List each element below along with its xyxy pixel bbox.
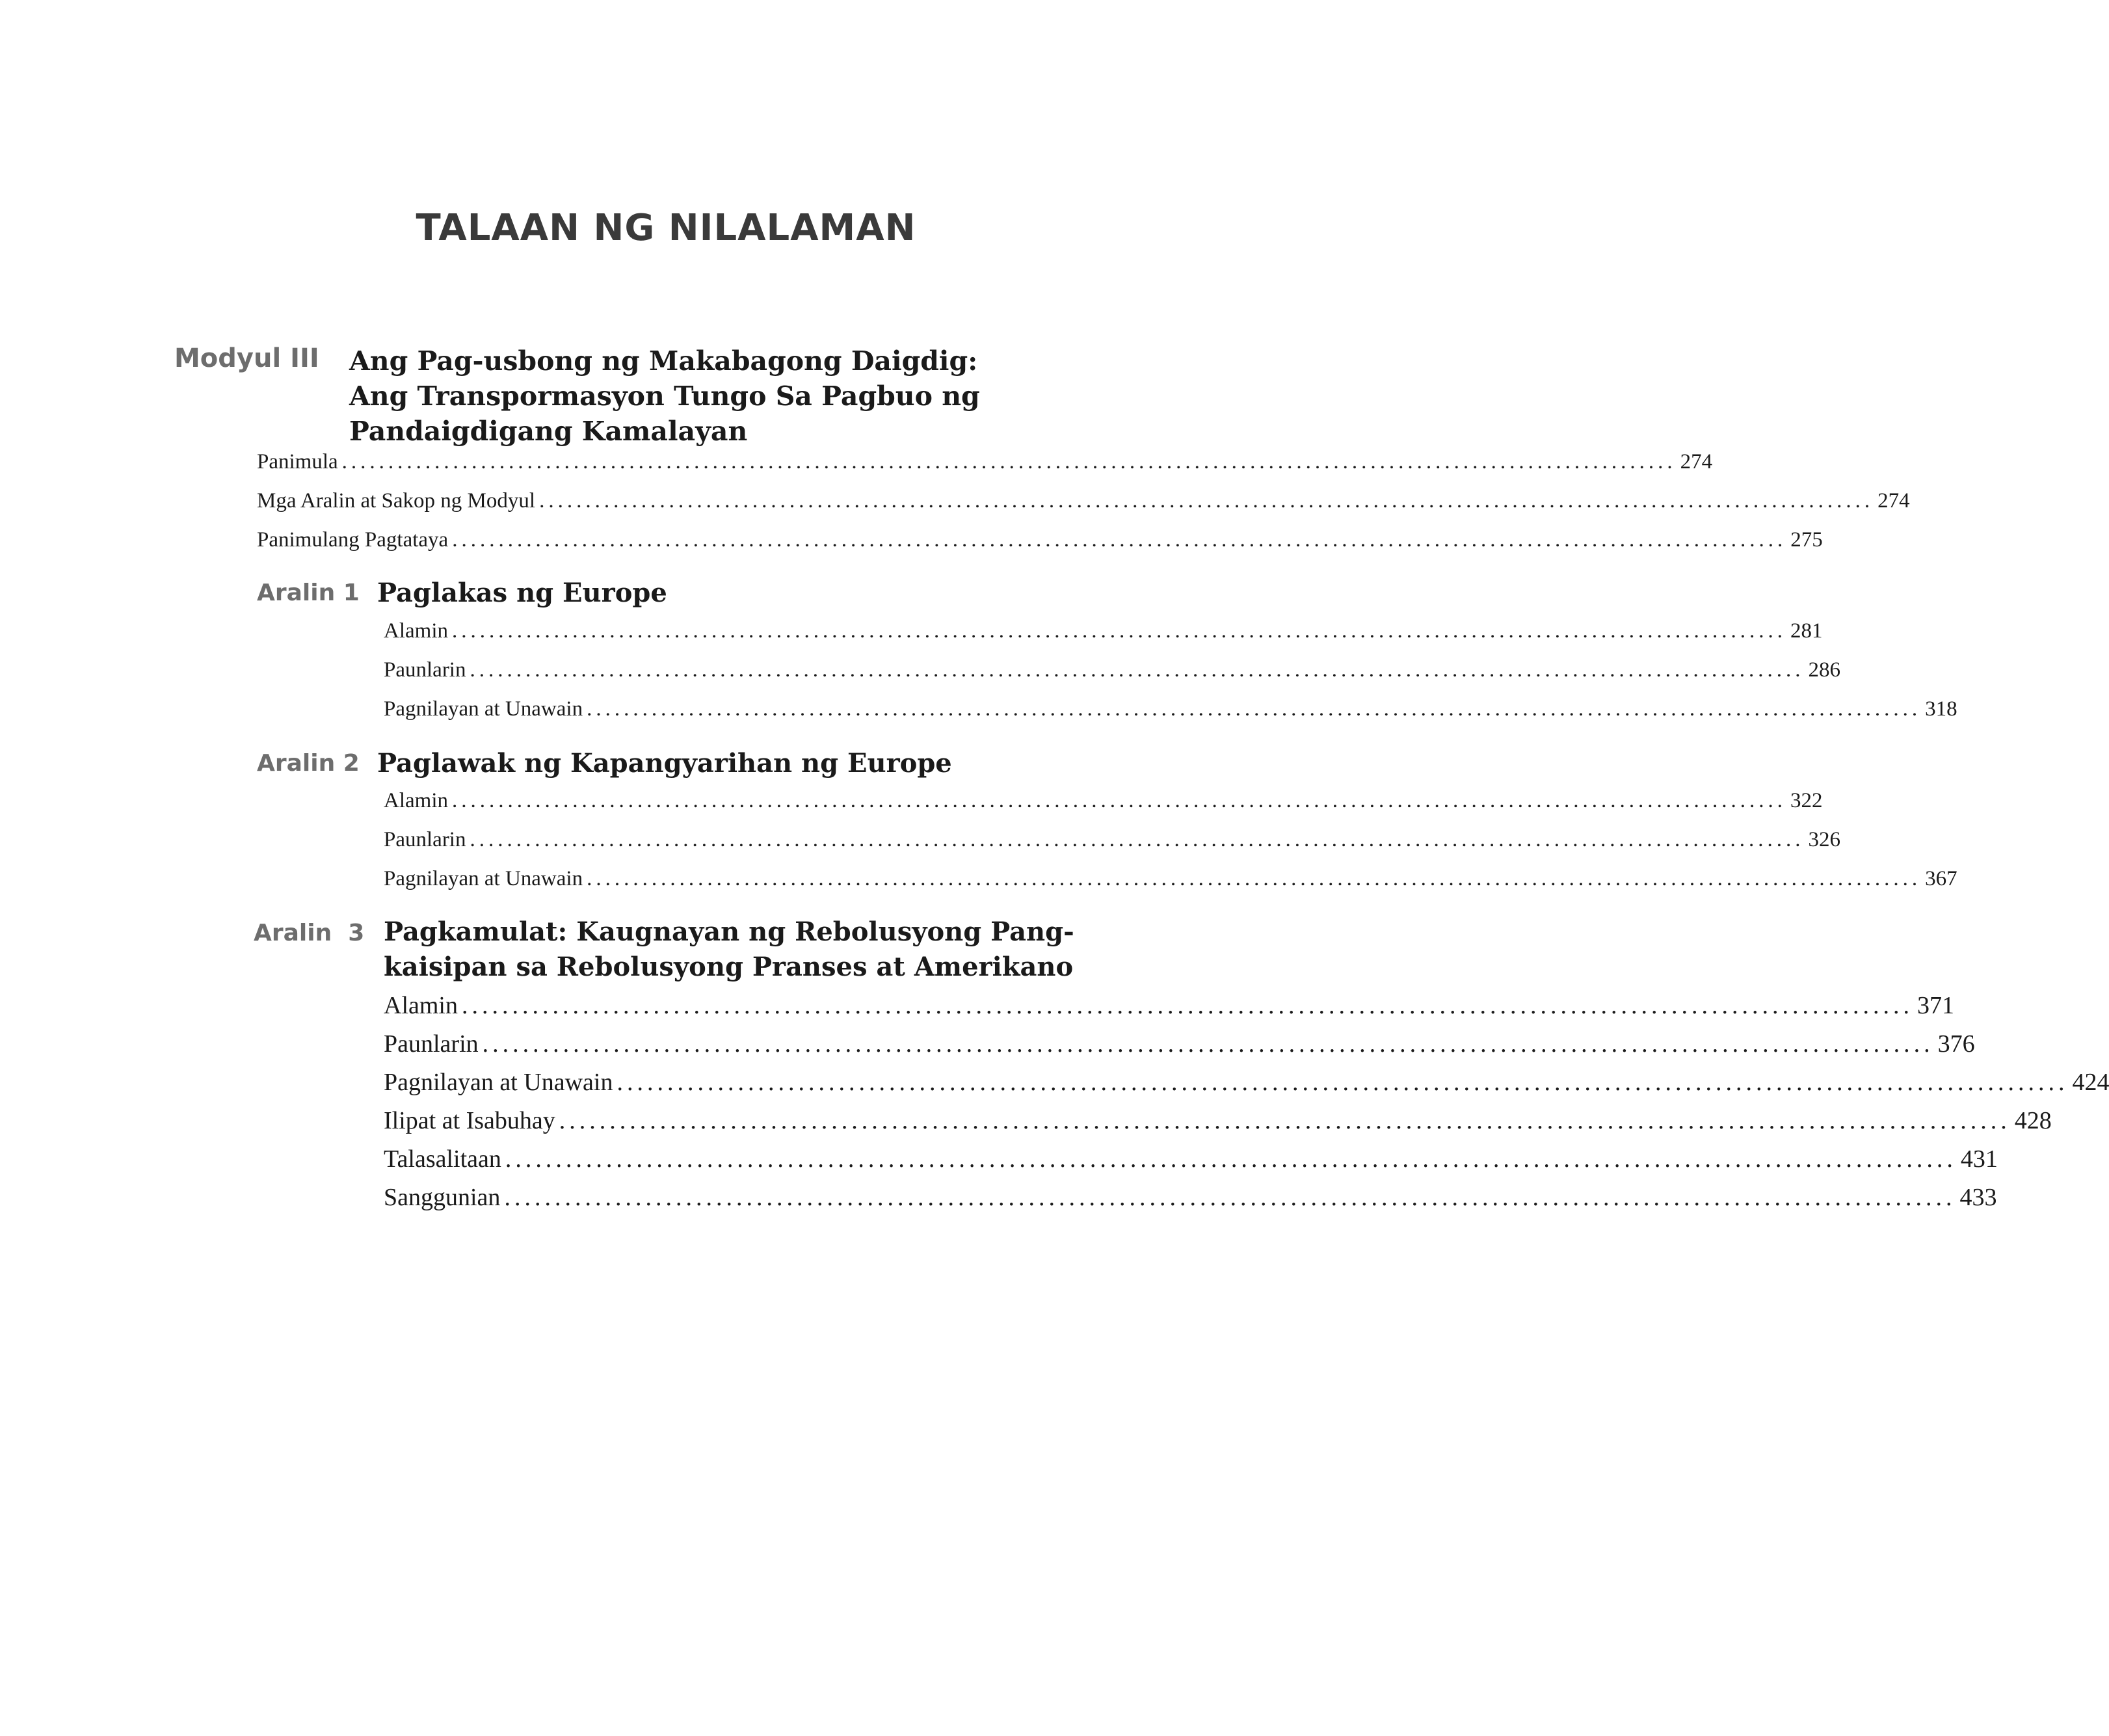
toc-entry-label: Pagnilayan at Unawain: [384, 697, 583, 721]
toc-entry-lesson-3-alamin[interactable]: [384, 991, 1954, 1020]
toc-entry-lesson-3-ilipat[interactable]: [384, 1106, 2052, 1135]
toc-entry-mga-aralin[interactable]: [257, 489, 1910, 513]
dot-leader: ................................................................................................................................................: [341, 450, 1677, 474]
toc-entry-label: Sanggunian: [384, 1184, 501, 1211]
lesson-3-title: [384, 915, 1074, 985]
dot-leader: ................................................................................................................................................: [451, 619, 1786, 643]
dot-leader: ................................................................................................................................................: [505, 1145, 1957, 1173]
module-title-line: Pandaigdigang Kamalayan: [349, 416, 748, 447]
module-title: [349, 343, 1156, 449]
toc-entry-panimula[interactable]: [257, 450, 1713, 474]
toc-entry-lesson-3-pagnilayan[interactable]: [384, 1068, 2109, 1097]
toc-entry-label: Ilipat at Isabuhay: [384, 1107, 555, 1134]
toc-entry-panimulang-pagtataya[interactable]: [257, 528, 1823, 552]
dot-leader: ................................................................................................................................................: [539, 489, 1874, 513]
toc-entry-page: 424: [2072, 1069, 2109, 1096]
toc-entry-label: Paunlarin: [384, 658, 466, 682]
dot-leader: ................................................................................................................................................: [452, 528, 1787, 552]
lesson-title-line: kaisipan sa Rebolusyong Pranses at Amerikano: [384, 952, 1074, 982]
toc-entry-page: 433: [1959, 1184, 1997, 1211]
toc-entry-page: 431: [1960, 1145, 1998, 1173]
dot-leader: ................................................................................................................................................: [482, 1030, 1934, 1058]
module-label: Modyul III: [174, 343, 319, 373]
toc-entry-label: Alamin: [384, 789, 448, 812]
toc-entry-lesson-1-alamin[interactable]: [384, 619, 1823, 643]
dot-leader: ................................................................................................................................................: [587, 867, 1922, 890]
toc-entry-label: Pagnilayan at Unawain: [384, 867, 583, 890]
toc-entry-lesson-2-paunlarin[interactable]: [384, 828, 1840, 852]
dot-leader: ................................................................................................................................................: [470, 658, 1805, 682]
dot-leader: ................................................................................................................................................: [559, 1107, 2011, 1134]
lesson-2-title: [377, 746, 952, 781]
toc-entry-lesson-1-paunlarin[interactable]: [384, 658, 1840, 682]
lesson-2-label: Aralin 2: [257, 750, 360, 777]
module-title-line: Ang Transpormasyon Tungo Sa Pagbuo ng: [349, 381, 980, 412]
toc-entry-page: 367: [1925, 867, 1957, 890]
dot-leader: ................................................................................................................................................: [470, 828, 1805, 851]
page-title: TALAAN NG NILALAMAN: [416, 207, 916, 249]
toc-entry-page: 274: [1680, 450, 1713, 474]
toc-entry-page: 322: [1790, 789, 1823, 812]
toc-entry-page: 274: [1877, 489, 1910, 513]
lesson-title-line: Paglakas ng Europe: [377, 578, 667, 608]
toc-entry-label: Panimulang Pagtataya: [257, 528, 449, 552]
module-title-line: Ang Pag-usbong ng Makabagong Daigdig:: [349, 345, 978, 377]
lesson-title-line: Pagkamulat: Kaugnayan ng Rebolusyong Pang-: [384, 916, 1074, 947]
toc-entry-page: 428: [2014, 1107, 2052, 1134]
lesson-3-label: Aralin 3: [254, 920, 365, 946]
lesson-1-title: [377, 576, 667, 611]
toc-entry-page: 376: [1937, 1030, 1975, 1058]
toc-entry-page: 318: [1925, 697, 1957, 721]
toc-entry-page: 286: [1808, 658, 1840, 682]
toc-entry-label: Paunlarin: [384, 828, 466, 851]
dot-leader: ................................................................................................................................................: [504, 1184, 1956, 1211]
dot-leader: ................................................................................................................................................: [617, 1069, 2069, 1096]
lesson-title-line: Paglawak ng Kapangyarihan ng Europe: [377, 748, 952, 779]
toc-entry-lesson-3-paunlarin[interactable]: [384, 1030, 1975, 1058]
toc-entry-label: Alamin: [384, 992, 458, 1019]
dot-leader: ................................................................................................................................................: [451, 789, 1786, 812]
toc-entry-label: Paunlarin: [384, 1030, 479, 1058]
lesson-1-label: Aralin 1: [257, 580, 360, 606]
toc-entry-label: Pagnilayan at Unawain: [384, 1069, 613, 1096]
toc-entry-lesson-2-alamin[interactable]: [384, 789, 1823, 813]
toc-entry-label: Talasalitaan: [384, 1145, 501, 1173]
toc-entry-page: 281: [1790, 619, 1823, 643]
dot-leader: ................................................................................................................................................: [587, 697, 1922, 721]
toc-entry-page: 275: [1790, 528, 1823, 552]
toc-entry-label: Panimula: [257, 450, 338, 474]
toc-entry-lesson-2-pagnilayan[interactable]: [384, 867, 1957, 891]
toc-entry-page: 371: [1917, 992, 1954, 1019]
toc-entry-lesson-1-pagnilayan[interactable]: [384, 697, 1957, 721]
toc-entry-lesson-3-sanggunian[interactable]: [384, 1183, 1997, 1212]
toc-entry-lesson-3-talasalitaan[interactable]: [384, 1145, 1998, 1173]
toc-entry-page: 326: [1808, 828, 1840, 851]
toc-entry-label: Mga Aralin at Sakop ng Modyul: [257, 489, 536, 513]
toc-entry-label: Alamin: [384, 619, 448, 643]
dot-leader: ................................................................................................................................................: [461, 992, 1913, 1019]
